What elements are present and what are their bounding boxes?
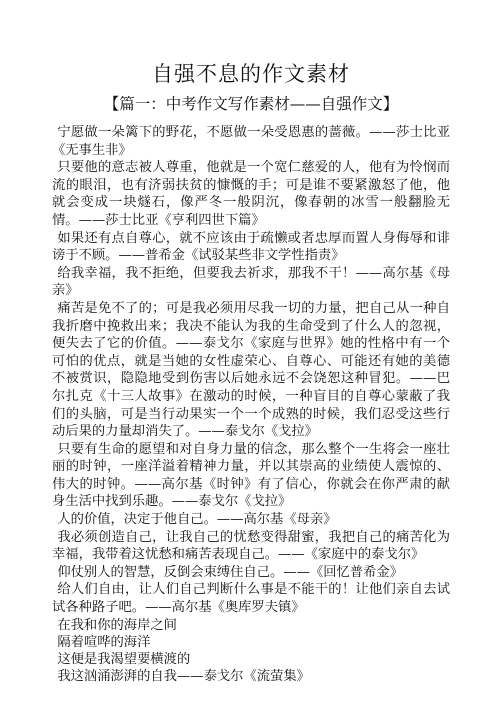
paragraph: 给我幸福，我不拒绝，但要我去祈求，那我不干！——高尔基《母亲》 [52, 265, 450, 299]
paragraph: 仰仗别人的智慧，反倒会束缚住自己。——《回忆普希金》 [57, 564, 404, 580]
document-title: 自强不息的作文素材 [152, 62, 350, 86]
paragraph: 宁愿做一朵篱下的野花，不愿做一朵受恩惠的蔷薇。——莎士比亚《无事生非》 [52, 125, 450, 158]
paragraph: 只要他的意志被人尊重，他就是一个宽仁慈爱的人，他有为怜悯而流的眼泪，也有济弱扶贫的慷慨的手；可是谁不要紧激怒了他，他就会变成一块燧石，像严冬一般阴沉，像春朝的冰雪一般翻脸无情。——莎士比亚《亨利四世下篇》 [52, 160, 450, 228]
paragraph: 我必须创造自己，让我自己的忧愁变得甜蜜，我把自己的痛苦化为幸福，我带着这忧愁和痛苦表现自己。——《家庭中的泰戈尔》 [52, 529, 450, 563]
paragraph: 人的价值，决定于他自己。——高尔基《母亲》 [57, 512, 337, 528]
paragraph: 只要有生命的愿望和对自身力量的信念，那么整个一生将会一座壮丽的时钟，一座洋溢着精神力量，并以其崇高的业绩使人震惊的、伟大的时钟。——高尔基《时钟》有了信心，你就会在你严肃的献身生活中找到乐趣。——泰戈尔《戈拉》 [52, 441, 450, 510]
paragraph: 如果还有点自尊心，就不应该由于疏懒或者忠厚而置人身侮辱和诽谤于不顾。——普希金《试驳某些非文学性指责》 [52, 230, 450, 264]
poem-line: 隔着喧哗的海洋 [57, 634, 151, 650]
document-body [52, 124, 450, 685]
paragraph: 痛苦是免不了的；可是我必须用尽我一切的力量，把自己从一种自我折磨中挽救出来；我决不能认为我的生命受到了什么人的忽视，便失去了它的价值。——泰戈尔《家庭与世界》她的性格中有一个可怕的优点，就是当她的女性虚荣心、自尊心、可能还有她的美德不被赏识，隐隐地受到伤害以后她永远不会饶恕这种冒犯。——巴尔扎克《十三人故事》在激动的时候，一种盲目的自尊心蒙蔽了我们的头脑，可是当行动果实一个一个成熟的时候，我们忍受这些行动后果的力量却消失了。——泰戈尔《戈拉》 [52, 300, 450, 440]
poem-line: 在我和你的海岸之间 [57, 617, 177, 633]
paragraph: 给人们自由，让人们自己判断什么事是不能干的！让他们亲自去试试各种路子吧。——高尔基《奥库罗夫镇》 [52, 582, 450, 616]
document-subtitle: 【篇一：中考作文写作素材——自强作文】 [103, 95, 399, 113]
poem-line: 这便是我渴望要横渡的 [57, 652, 191, 668]
poem-line: 我这汹涌澎湃的自我——泰戈尔《流萤集》 [57, 669, 310, 685]
